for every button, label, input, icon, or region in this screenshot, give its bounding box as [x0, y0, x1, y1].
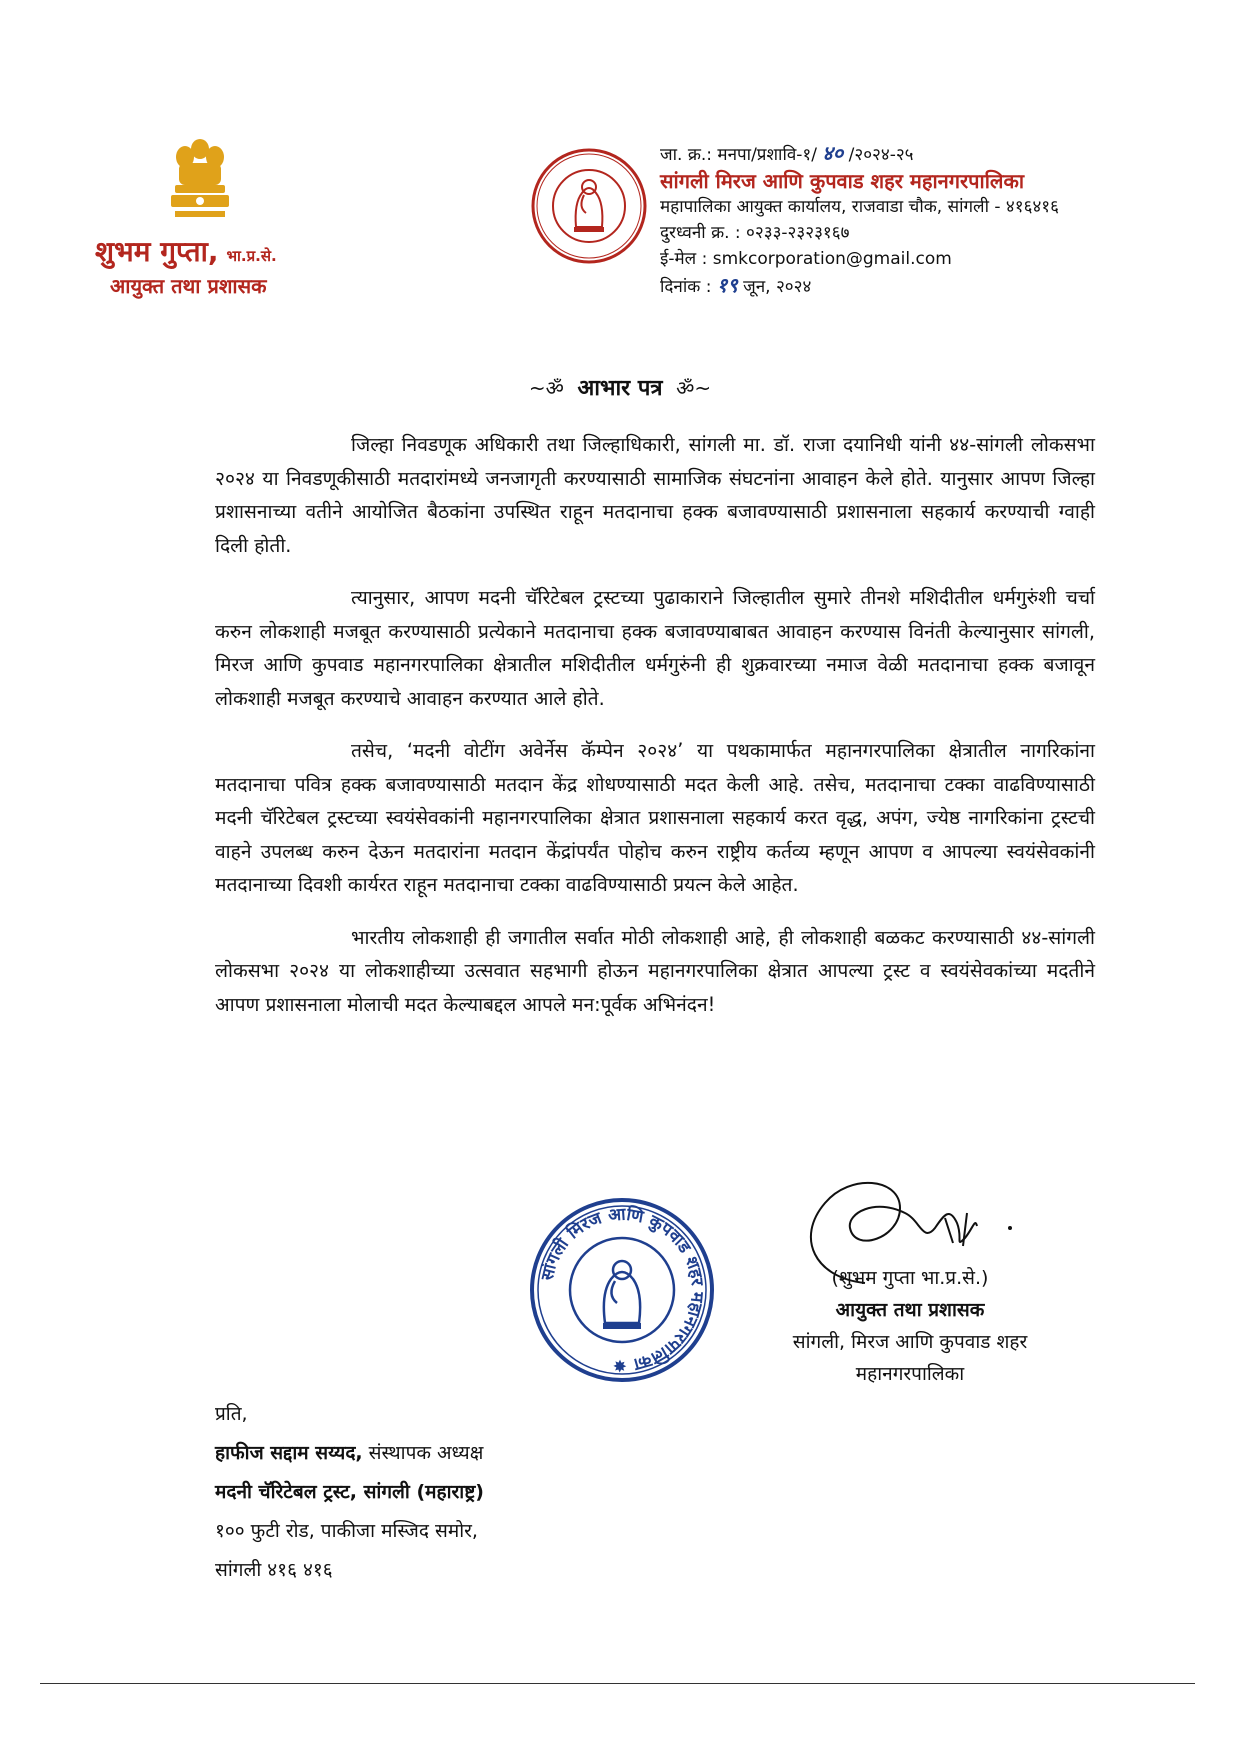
officer-qualification: भा.प्र.से.	[226, 247, 277, 265]
footer-divider	[40, 1683, 1195, 1684]
officer-name	[95, 232, 277, 270]
recipient-organization: मदनी चॅरिटेबल ट्रस्ट, सांगली (महाराष्ट्र)	[215, 1481, 484, 1503]
date-rest: जून, २०२४	[743, 277, 812, 297]
date-label: दिनांक :	[660, 277, 712, 297]
ornament-right: ॐ~	[676, 376, 712, 400]
date-day-handwritten: १९	[716, 273, 738, 297]
recipient-name-line	[215, 1434, 484, 1473]
letter-body	[215, 428, 1095, 1040]
signatory-name: (शुभम गुप्ता भा.प्र.से.)	[831, 1267, 989, 1289]
reference-number	[660, 140, 1220, 168]
letterhead	[660, 140, 1220, 300]
emblem-icon	[165, 135, 235, 225]
reference-handwritten: ४०	[822, 141, 844, 165]
corporation-logo-icon	[530, 147, 648, 265]
signatory-designation: आयुक्त तथा प्रशासक	[835, 1299, 985, 1321]
phone-number: दुरध्वनी क्र. : ०२३३-२३२३१६७	[660, 223, 850, 243]
paragraph-1: जिल्हा निवडणूक अधिकारी तथा जिल्हाधिकारी, सांगली मा. डॉ. राजा दयानिधी यांनी ४४-सांगली लोकसभा २०२४ या निवडणूकीसाठी मतदारांमध्ये जनजागृती करण्यासाठी सामाजिक संघटनांना आवाहन केले होते. यानुसार आपण जिल्हा प्रशासनाच्या वतीने आयोजित बैठकांना उपस्थित राहून मतदानाचा हक्क बजावण्यासाठी प्रशासनाला सहकार्य करण्याची ग्वाही दिली होती.	[215, 433, 1095, 557]
recipient-address-2: सांगली ४१६ ४१६	[215, 1559, 333, 1581]
recipient-address-1: १०० फुटी रोड, पाकीजा मस्जिद समोर,	[215, 1520, 478, 1542]
paragraph-4: भारतीय लोकशाही ही जगातील सर्वात मोठी लोकशाही आहे, ही लोकशाही बळकट करण्यासाठी ४४-सांगली लोकसभा २०२४ या लोकशाहीच्या उत्सवात सहभागी होऊन महानगरपालिका क्षेत्रात आपल्या ट्रस्ट व स्वयंसेवकांच्या मदतीने आपण प्रशासनाला मोलाची मदत केल्याबद्दल आपले मन:पूर्वक अभिनंदन!	[215, 925, 1095, 1016]
recipient-block	[215, 1395, 484, 1590]
letter-date	[660, 272, 1220, 300]
recipient-name: हाफीज सद्दाम सय्यद,	[215, 1442, 363, 1464]
paragraph-2: त्यानुसार, आपण मदनी चॅरिटेबल ट्रस्टच्या पुढाकाराने जिल्हातील सुमारे तीनशे मशिदीतील धर्मगुरुंशी चर्चा करुन लोकशाही मजबूत करण्यासाठी प्रत्येकाने मतदानाचा हक्क बजावण्याबाबत आवाहन करण्यास विनंती केल्यानुसार सांगली, मिरज आणि कुपवाड महानगरपालिका क्षेत्रातील मशिदीतील धर्मगुरुंनी ही शुक्रवारच्या नमाज वेळी मतदानाचा हक्क बजावून लोकशाही मजबूत करण्याचे आवाहन करण्यात आले होते.	[215, 586, 1095, 710]
signatory-org-line2: महानगरपालिका	[855, 1363, 965, 1385]
paragraph-3: तसेच, ‘मदनी वोटींग अवेर्नेस कॅम्पेन २०२४’ या पथकामार्फत महानगरपालिका क्षेत्रातील नागरिकांना मतदानाचा पवित्र हक्क बजावण्यासाठी मतदान केंद्र शोधण्यासाठी मदत केली आहे. तसेच, मतदानाचा टक्का वाढविण्यासाठी मदनी चॅरिटेबल ट्रस्टच्या स्वयंसेवकांनी महानगरपालिका क्षेत्रात प्रशासनाला सहकार्य करत वृद्ध, अपंग, ज्येष्ठ नागरिकांना ट्रस्टची वाहने उपलब्ध करुन देऊन मतदारांना मतदान केंद्रांपर्यंत पोहोच करुन राष्ट्रीय कर्तव्य म्हणून आपण व आपल्या स्वयंसेवकांनी मतदानाच्या दिवशी कार्यरत राहून मतदानाचा टक्का वाढविण्यासाठी प्रयत्न केले आहेत.	[215, 739, 1095, 896]
reference-suffix: /२०२४-२५	[848, 145, 914, 165]
officer-name-text: शुभम गुप्ता,	[95, 235, 219, 268]
office-address: महापालिका आयुक्त कार्यालय, राजवाडा चौक, सांगली - ४१६४१६	[660, 197, 1059, 217]
letter-title	[0, 372, 1240, 402]
recipient-role: संस्थापक अध्यक्ष	[362, 1442, 484, 1464]
officer-designation: आयुक्त तथा प्रशासक	[110, 274, 267, 298]
recipient-prefix: प्रति,	[215, 1403, 248, 1425]
ornament-left: ~ॐ	[528, 376, 564, 400]
title-text: आभार पत्र	[577, 376, 663, 401]
official-seal-stamp	[527, 1195, 717, 1385]
corporation-name: सांगली मिरज आणि कुपवाड शहर महानगरपालिका	[660, 169, 1024, 193]
signature-block	[720, 1262, 1100, 1390]
email-address: ई-मेल : smkcorporation@gmail.com	[660, 249, 952, 269]
signatory-org-line1: सांगली, मिरज आणि कुपवाड शहर	[792, 1331, 1028, 1353]
reference-prefix: जा. क्र.: मनपा/प्रशावि-१/	[660, 145, 817, 165]
svg-text:सांगली मिरज आणि कुपवाड शहर महा: सांगली मिरज आणि कुपवाड शहर महानगरपालिका ✸	[537, 1204, 708, 1376]
